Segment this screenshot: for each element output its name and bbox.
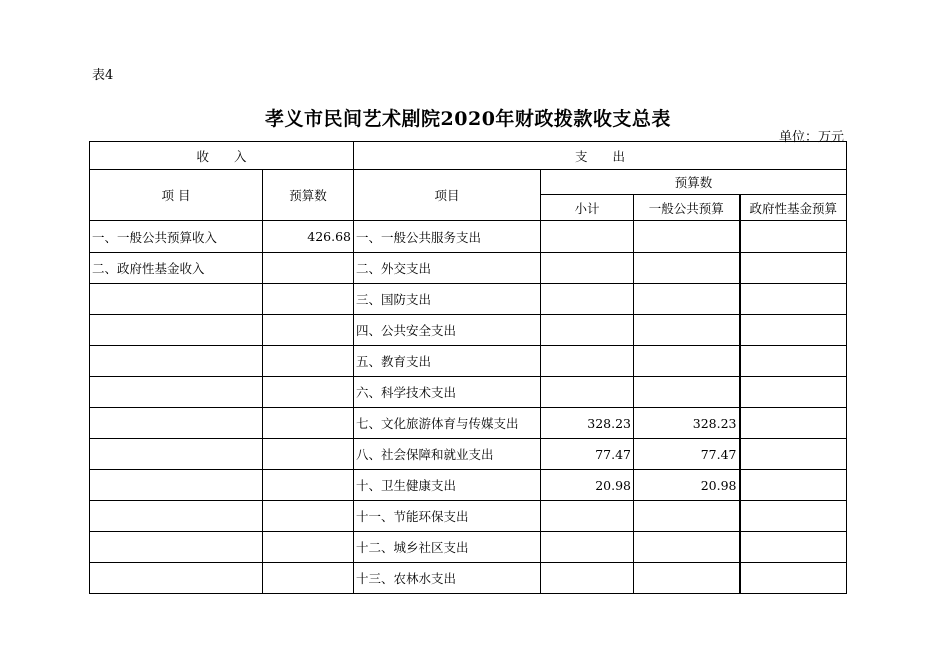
subtotal-cell bbox=[541, 315, 634, 346]
table-row bbox=[90, 439, 847, 470]
income-amount-cell bbox=[263, 315, 354, 346]
general-budget-cell bbox=[634, 563, 740, 594]
table-row bbox=[90, 284, 847, 315]
general-budget-cell bbox=[634, 532, 740, 563]
fund-budget-header: 政府性基金预算 bbox=[740, 195, 847, 221]
table-row bbox=[90, 253, 847, 284]
general-budget-cell bbox=[634, 284, 740, 315]
subtotal-cell bbox=[541, 284, 634, 315]
income-amount-cell bbox=[263, 377, 354, 408]
fund-budget-cell bbox=[740, 532, 847, 563]
general-budget-cell bbox=[634, 315, 740, 346]
income-amount-cell bbox=[263, 408, 354, 439]
general-budget-cell bbox=[634, 346, 740, 377]
expense-item-cell: 七、文化旅游体育与传媒支出 bbox=[354, 408, 541, 439]
subtotal-cell: 77.47 bbox=[541, 439, 634, 470]
general-budget-cell: 77.47 bbox=[634, 439, 740, 470]
fund-budget-cell bbox=[740, 439, 847, 470]
fund-budget-cell bbox=[740, 470, 847, 501]
subtotal-cell bbox=[541, 501, 634, 532]
income-amount-cell bbox=[263, 501, 354, 532]
subtotal-cell: 328.23 bbox=[541, 408, 634, 439]
fund-budget-cell bbox=[740, 221, 847, 253]
expense-item-cell: 八、社会保障和就业支出 bbox=[354, 439, 541, 470]
fund-budget-cell bbox=[740, 284, 847, 315]
expense-item-cell: 十、卫生健康支出 bbox=[354, 470, 541, 501]
subtotal-cell: 20.98 bbox=[541, 470, 634, 501]
income-amount-cell bbox=[263, 284, 354, 315]
table-row bbox=[90, 315, 847, 346]
income-item-cell bbox=[90, 470, 263, 501]
expense-item-cell: 十二、城乡社区支出 bbox=[354, 532, 541, 563]
unit-label: 单位：万元 bbox=[778, 130, 844, 145]
header-row-1 bbox=[90, 142, 847, 170]
income-amount-cell bbox=[263, 470, 354, 501]
expense-item-cell: 十三、农林水支出 bbox=[354, 563, 541, 594]
expense-item-cell: 十一、节能环保支出 bbox=[354, 501, 541, 532]
income-amount-cell bbox=[263, 439, 354, 470]
header-row-2 bbox=[90, 170, 847, 195]
budget-group-header: 预算数 bbox=[541, 170, 847, 195]
general-budget-cell bbox=[634, 221, 740, 253]
table-number-label: 表4 bbox=[92, 68, 114, 83]
general-budget-header: 一般公共预算 bbox=[634, 195, 740, 221]
general-budget-cell: 20.98 bbox=[634, 470, 740, 501]
income-amount-header: 预算数 bbox=[263, 170, 354, 221]
expense-item-header: 项目 bbox=[354, 170, 541, 221]
income-item-header: 项 目 bbox=[90, 170, 263, 221]
income-item-cell bbox=[90, 563, 263, 594]
fund-budget-cell bbox=[740, 346, 847, 377]
income-item-cell bbox=[90, 377, 263, 408]
table-row bbox=[90, 221, 847, 253]
income-item-cell bbox=[90, 346, 263, 377]
expense-item-cell: 一、一般公共服务支出 bbox=[354, 221, 541, 253]
income-amount-cell: 426.68 bbox=[263, 221, 354, 253]
subtotal-cell bbox=[541, 532, 634, 563]
expense-header: 支 出 bbox=[354, 142, 847, 170]
general-budget-cell bbox=[634, 501, 740, 532]
subtotal-cell bbox=[541, 563, 634, 594]
income-item-cell bbox=[90, 532, 263, 563]
fund-budget-cell bbox=[740, 563, 847, 594]
table-row bbox=[90, 470, 847, 501]
fund-budget-cell bbox=[740, 377, 847, 408]
income-item-cell: 一、一般公共预算收入 bbox=[90, 221, 263, 253]
subtotal-cell bbox=[541, 253, 634, 284]
income-header: 收 入 bbox=[90, 142, 354, 170]
subtotal-cell bbox=[541, 346, 634, 377]
income-amount-cell bbox=[263, 346, 354, 377]
fund-budget-cell bbox=[740, 253, 847, 284]
general-budget-cell: 328.23 bbox=[634, 408, 740, 439]
income-amount-cell bbox=[263, 563, 354, 594]
table-row bbox=[90, 408, 847, 439]
table-row bbox=[90, 346, 847, 377]
income-item-cell bbox=[90, 315, 263, 346]
expense-item-cell: 二、外交支出 bbox=[354, 253, 541, 284]
income-item-cell bbox=[90, 408, 263, 439]
subtotal-header: 小计 bbox=[541, 195, 634, 221]
income-amount-cell bbox=[263, 532, 354, 563]
general-budget-cell bbox=[634, 253, 740, 284]
general-budget-cell bbox=[634, 377, 740, 408]
income-amount-cell bbox=[263, 253, 354, 284]
fund-budget-cell bbox=[740, 501, 847, 532]
income-item-cell: 二、政府性基金收入 bbox=[90, 253, 263, 284]
table-row bbox=[90, 532, 847, 563]
income-item-cell bbox=[90, 284, 263, 315]
table-row bbox=[90, 501, 847, 532]
expense-item-cell: 三、国防支出 bbox=[354, 284, 541, 315]
fund-budget-cell bbox=[740, 315, 847, 346]
income-item-cell bbox=[90, 439, 263, 470]
table-row bbox=[90, 377, 847, 408]
expense-item-cell: 五、教育支出 bbox=[354, 346, 541, 377]
document-title: 孝义市民间艺术剧院2020年财政拨款收支总表 bbox=[265, 108, 671, 130]
income-item-cell bbox=[90, 501, 263, 532]
fund-budget-cell bbox=[740, 408, 847, 439]
budget-summary-table bbox=[89, 141, 847, 594]
table-row bbox=[90, 563, 847, 594]
subtotal-cell bbox=[541, 221, 634, 253]
expense-item-cell: 四、公共安全支出 bbox=[354, 315, 541, 346]
expense-item-cell: 六、科学技术支出 bbox=[354, 377, 541, 408]
subtotal-cell bbox=[541, 377, 634, 408]
